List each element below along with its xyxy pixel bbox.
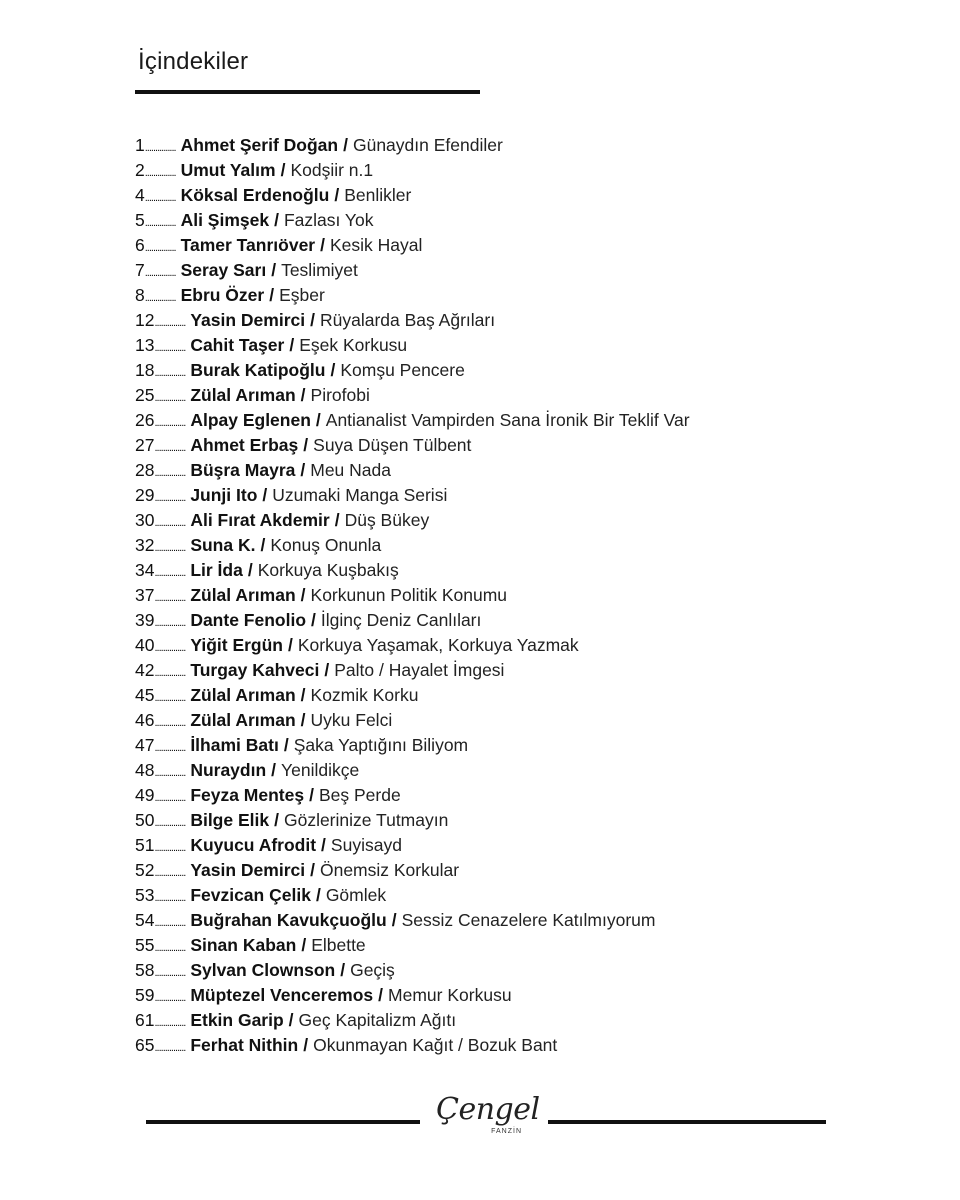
footer-rule-right (548, 1120, 826, 1124)
entry-title: Gözlerinize Tutmayın (283, 810, 449, 830)
dot-leader: ............... (154, 342, 186, 354)
toc-entry (135, 758, 925, 783)
entry-page-number: 28 (135, 460, 155, 480)
entry-separator: / (271, 760, 277, 780)
toc-entry (135, 508, 925, 533)
entry-author: Yasin Demirci (190, 310, 306, 330)
entry-author: Müptezel Venceremos (190, 985, 374, 1005)
entry-author: Ali Fırat Akdemir (190, 510, 330, 530)
entry-page-number: 29 (135, 485, 155, 505)
toc-entry (135, 483, 925, 508)
entry-author: Köksal Erdenoğlu (180, 185, 330, 205)
table-of-contents (135, 133, 925, 1058)
entry-title: Konuş Onunla (270, 535, 382, 555)
entry-title: Komşu Pencere (340, 360, 465, 380)
dot-leader: ............... (144, 167, 176, 179)
toc-entry (135, 983, 925, 1008)
entry-author: Ali Şimşek (180, 210, 270, 230)
entry-title: Eşber (279, 285, 325, 305)
toc-entry (135, 933, 925, 958)
entry-author: Sylvan Clownson (190, 960, 336, 980)
entry-title: Kozmik Korku (310, 685, 419, 705)
entry-page-number: 6 (135, 235, 145, 255)
footer-rule-left (146, 1120, 420, 1124)
entry-separator: / (315, 885, 321, 905)
entry-author: Ferhat Nithin (190, 1035, 299, 1055)
entry-author: Buğrahan Kavukçuoğlu (190, 910, 387, 930)
entry-separator: / (288, 635, 293, 655)
dot-leader: ............... (154, 692, 186, 704)
entry-separator: / (343, 135, 348, 155)
entry-page-number: 65 (135, 1035, 155, 1055)
entry-title: Günaydın Efendiler (352, 135, 503, 155)
entry-page-number: 46 (135, 710, 155, 730)
dot-leader: ............... (154, 317, 186, 329)
entry-author: Turgay Kahveci (190, 660, 320, 680)
entry-separator: / (289, 335, 295, 355)
entry-author: Umut Yalım (180, 160, 276, 180)
page-title: İçindekiler (138, 48, 249, 75)
entry-separator: / (262, 485, 268, 505)
dot-leader: ............... (144, 192, 176, 204)
entry-page-number: 12 (135, 310, 155, 330)
entry-page-number: 2 (135, 160, 145, 180)
entry-page-number: 51 (135, 835, 155, 855)
entry-page-number: 45 (135, 685, 155, 705)
entry-author: Zülal Arıman (190, 585, 296, 605)
entry-separator: / (324, 660, 330, 680)
dot-leader: ............... (154, 992, 186, 1004)
toc-entry (135, 583, 925, 608)
entry-separator: / (315, 410, 321, 430)
entry-separator: / (274, 210, 279, 230)
dot-leader: ............... (154, 517, 186, 529)
entry-page-number: 30 (135, 510, 155, 530)
entry-page-number: 55 (135, 935, 155, 955)
toc-entry (135, 958, 925, 983)
dot-leader: ............... (154, 842, 186, 854)
toc-entry (135, 358, 925, 383)
entry-page-number: 25 (135, 385, 155, 405)
dot-leader: ............... (154, 617, 186, 629)
entry-page-number: 48 (135, 760, 155, 780)
entry-title: Pirofobi (310, 385, 370, 405)
entry-separator: / (303, 435, 309, 455)
toc-entry (135, 258, 925, 283)
entry-separator: / (283, 735, 289, 755)
entry-separator: / (274, 810, 279, 830)
entry-title: Teslimiyet (281, 260, 358, 280)
entry-page-number: 1 (135, 135, 145, 155)
entry-author: Junji Ito (190, 485, 258, 505)
entry-author: Yasin Demirci (190, 860, 306, 880)
dot-leader: ............... (144, 142, 176, 154)
dot-leader: ............... (144, 292, 176, 304)
entry-separator: / (340, 960, 346, 980)
dot-leader: ............... (154, 542, 186, 554)
entry-page-number: 26 (135, 410, 155, 430)
entry-author: Zülal Arıman (190, 710, 296, 730)
entry-separator: / (300, 685, 306, 705)
entry-title: Antianalist Vampirden Sana İronik Bir Teklif Var (325, 410, 690, 430)
entry-author: Burak Katipoğlu (190, 360, 326, 380)
entry-separator: / (310, 860, 315, 880)
dot-leader: ............... (154, 767, 186, 779)
entry-page-number: 4 (135, 185, 145, 205)
dot-leader: ............... (154, 1017, 186, 1029)
entry-page-number: 47 (135, 735, 155, 755)
entry-separator: / (269, 285, 275, 305)
entry-author: Suna K. (190, 535, 256, 555)
toc-entry (135, 708, 925, 733)
entry-page-number: 54 (135, 910, 155, 930)
entry-title: Suyisayd (330, 835, 402, 855)
toc-entry (135, 1033, 925, 1058)
toc-entry (135, 158, 925, 183)
toc-entry (135, 633, 925, 658)
toc-entry (135, 883, 925, 908)
entry-author: Ahmet Şerif Doğan (180, 135, 339, 155)
entry-page-number: 5 (135, 210, 145, 230)
toc-entry (135, 308, 925, 333)
toc-entry (135, 783, 925, 808)
toc-entry (135, 458, 925, 483)
entry-author: İlhami Batı (190, 735, 279, 755)
entry-page-number: 32 (135, 535, 155, 555)
toc-entry (135, 408, 925, 433)
entry-title: Korkuya Yaşamak, Korkuya Yazmak (297, 635, 579, 655)
entry-title: Gömlek (325, 885, 387, 905)
entry-title: Okunmayan Kağıt / Bozuk Bant (313, 1035, 558, 1055)
entry-author: Etkin Garip (190, 1010, 284, 1030)
entry-separator: / (310, 310, 315, 330)
entry-separator: / (247, 560, 253, 580)
entry-author: Fevzican Çelik (190, 885, 311, 905)
entry-separator: / (260, 535, 266, 555)
entry-separator: / (330, 360, 336, 380)
dot-leader: ............... (154, 492, 186, 504)
entry-author: Lir İda (190, 560, 243, 580)
entry-page-number: 13 (135, 335, 155, 355)
toc-entry (135, 908, 925, 933)
entry-separator: / (334, 185, 340, 205)
cengel-fanzin-logo (436, 1090, 540, 1150)
entry-title: İlginç Deniz Canlıları (320, 610, 482, 630)
entry-title: Sessiz Cenazelere Katılmıyorum (401, 910, 656, 930)
entry-page-number: 27 (135, 435, 155, 455)
dot-leader: ............... (154, 942, 186, 954)
entry-page-number: 8 (135, 285, 145, 305)
toc-entry (135, 1008, 925, 1033)
dot-leader: ............... (154, 817, 186, 829)
entry-separator: / (300, 585, 306, 605)
entry-separator: / (378, 985, 384, 1005)
entry-author: Seray Sarı (180, 260, 267, 280)
entry-title: Memur Korkusu (388, 985, 512, 1005)
entry-title: Önemsiz Korkular (319, 860, 460, 880)
entry-title: Şaka Yaptığını Biliyom (293, 735, 469, 755)
entry-title: Suya Düşen Tülbent (313, 435, 472, 455)
dot-leader: ............... (154, 917, 186, 929)
entry-title: Beş Perde (318, 785, 401, 805)
entry-author: Nuraydın (190, 760, 267, 780)
toc-entry (135, 808, 925, 833)
entry-title: Benlikler (344, 185, 412, 205)
entry-separator: / (321, 835, 326, 855)
entry-author: Feyza Menteş (190, 785, 305, 805)
logo-subtitle: FANZİN (491, 1128, 522, 1135)
entry-page-number: 52 (135, 860, 155, 880)
entry-author: Zülal Arıman (190, 385, 296, 405)
entry-title: Kodşiir n.1 (290, 160, 374, 180)
entry-separator: / (300, 385, 306, 405)
toc-entry (135, 833, 925, 858)
entry-title: Kesik Hayal (330, 235, 423, 255)
toc-entry (135, 233, 925, 258)
entry-separator: / (280, 160, 286, 180)
dot-leader: ............... (154, 1042, 186, 1054)
toc-entry (135, 333, 925, 358)
toc-entry (135, 183, 925, 208)
entry-page-number: 53 (135, 885, 155, 905)
entry-title: Rüyalarda Baş Ağrıları (319, 310, 496, 330)
entry-title: Geçiş (350, 960, 395, 980)
entry-author: Alpay Eglenen (190, 410, 311, 430)
entry-separator: / (301, 935, 307, 955)
dot-leader: ............... (154, 367, 186, 379)
dot-leader: ............... (154, 717, 186, 729)
entry-title: Geç Kapitalizm Ağıtı (298, 1010, 457, 1030)
entry-separator: / (271, 260, 277, 280)
entry-page-number: 34 (135, 560, 155, 580)
toc-entry (135, 533, 925, 558)
entry-title: Eşek Korkusu (299, 335, 408, 355)
logo-wordmark: Çengel (436, 1092, 540, 1127)
entry-title: Uyku Felci (310, 710, 393, 730)
entry-page-number: 37 (135, 585, 155, 605)
entry-author: Bilge Elik (190, 810, 270, 830)
entry-page-number: 61 (135, 1010, 155, 1030)
entry-title: Palto / Hayalet İmgesi (334, 660, 505, 680)
entry-page-number: 39 (135, 610, 155, 630)
toc-entry (135, 283, 925, 308)
entry-title: Yenildikçe (281, 760, 360, 780)
dot-leader: ............... (154, 392, 186, 404)
entry-author: Yiğit Ergün (190, 635, 283, 655)
title-underline (135, 90, 480, 94)
entry-page-number: 49 (135, 785, 155, 805)
entry-separator: / (300, 460, 306, 480)
dot-leader: ............... (154, 467, 186, 479)
entry-title: Uzumaki Manga Serisi (272, 485, 448, 505)
toc-entry (135, 433, 925, 458)
entry-author: Cahit Taşer (190, 335, 285, 355)
toc-entry (135, 858, 925, 883)
entry-author: Zülal Arıman (190, 685, 296, 705)
dot-leader: ............... (154, 592, 186, 604)
dot-leader: ............... (144, 267, 176, 279)
dot-leader: ............... (154, 892, 186, 904)
entry-separator: / (334, 510, 340, 530)
dot-leader: ............... (154, 442, 186, 454)
dot-leader: ............... (154, 867, 186, 879)
entry-page-number: 40 (135, 635, 155, 655)
entry-title: Fazlası Yok (283, 210, 374, 230)
entry-author: Tamer Tanrıöver (180, 235, 316, 255)
entry-separator: / (391, 910, 397, 930)
toc-entry (135, 133, 925, 158)
entry-author: Sinan Kaban (190, 935, 297, 955)
entry-separator: / (288, 1010, 294, 1030)
toc-entry (135, 608, 925, 633)
dot-leader: ............... (154, 417, 186, 429)
dot-leader: ............... (154, 742, 186, 754)
entry-page-number: 18 (135, 360, 155, 380)
entry-separator: / (300, 710, 306, 730)
entry-separator: / (309, 785, 314, 805)
entry-title: Düş Bükey (344, 510, 430, 530)
entry-page-number: 7 (135, 260, 145, 280)
dot-leader: ............... (154, 967, 186, 979)
toc-entry (135, 383, 925, 408)
toc-entry (135, 683, 925, 708)
entry-separator: / (311, 610, 316, 630)
entry-title: Meu Nada (310, 460, 391, 480)
dot-leader: ............... (154, 792, 186, 804)
dot-leader: ............... (144, 242, 176, 254)
entry-title: Korkuya Kuşbakış (257, 560, 399, 580)
entry-page-number: 58 (135, 960, 155, 980)
entry-author: Ebru Özer (180, 285, 265, 305)
dot-leader: ............... (154, 667, 186, 679)
toc-entry (135, 558, 925, 583)
entry-title: Elbette (311, 935, 366, 955)
entry-author: Kuyucu Afrodit (190, 835, 317, 855)
entry-author: Dante Fenolio (190, 610, 307, 630)
toc-entry (135, 208, 925, 233)
dot-leader: ............... (144, 217, 176, 229)
toc-entry (135, 658, 925, 683)
dot-leader: ............... (154, 642, 186, 654)
entry-author: Ahmet Erbaş (190, 435, 299, 455)
entry-page-number: 59 (135, 985, 155, 1005)
entry-title: Korkunun Politik Konumu (310, 585, 508, 605)
entry-separator: / (303, 1035, 309, 1055)
toc-entry (135, 733, 925, 758)
dot-leader: ............... (154, 567, 186, 579)
entry-separator: / (320, 235, 325, 255)
entry-page-number: 50 (135, 810, 155, 830)
entry-author: Büşra Mayra (190, 460, 296, 480)
entry-page-number: 42 (135, 660, 155, 680)
